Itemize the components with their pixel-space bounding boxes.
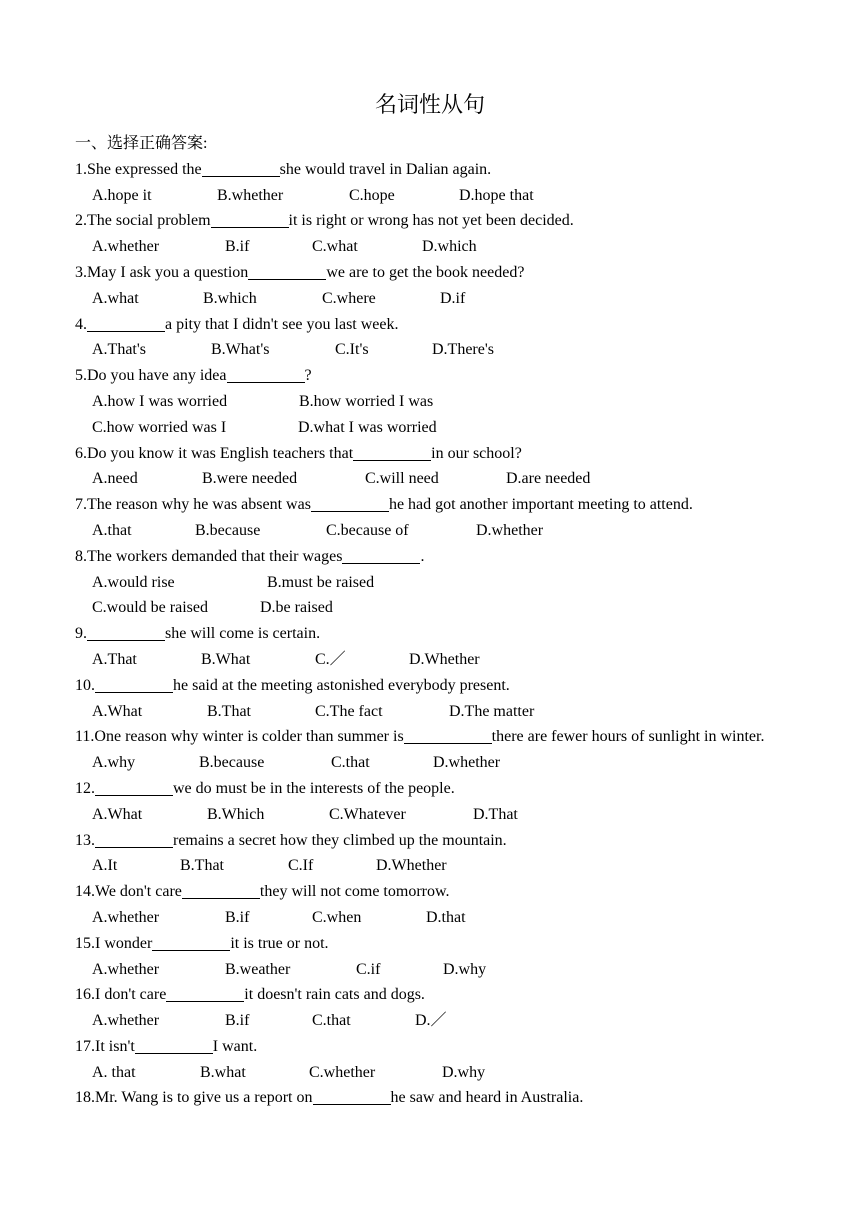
options-row xyxy=(75,802,783,828)
option: C.if xyxy=(356,960,381,978)
options-row xyxy=(75,905,783,931)
option: C.what xyxy=(312,238,358,256)
answer-blank xyxy=(166,985,244,1002)
question-prefix: 3.May I ask you a question xyxy=(75,263,249,281)
option: A.whether xyxy=(92,238,160,256)
option: B.which xyxy=(203,289,257,307)
question-suffix: we are to get the book needed? xyxy=(326,263,525,281)
answer-blank xyxy=(87,315,165,332)
answer-blank xyxy=(211,211,289,228)
question-suffix: there are fewer hours of sunlight in winter. xyxy=(491,728,765,746)
option: B.because xyxy=(195,521,261,539)
answer-blank xyxy=(135,1037,213,1054)
question-suffix: . xyxy=(420,547,425,565)
option: A. that xyxy=(92,1063,136,1081)
option: A.It xyxy=(92,857,118,875)
option: D.why xyxy=(443,960,487,978)
options-row xyxy=(75,647,783,673)
option: A.whether xyxy=(92,908,160,926)
question-prefix: 16.I don't care xyxy=(75,986,167,1004)
answer-blank xyxy=(95,831,173,848)
question-stem xyxy=(75,363,783,389)
options-row xyxy=(75,750,783,776)
answer-blank xyxy=(313,1088,391,1105)
question-prefix: 1.She expressed the xyxy=(75,160,202,178)
options-row xyxy=(75,699,783,725)
question-stem xyxy=(75,724,783,750)
question-stem xyxy=(75,260,783,286)
question-suffix: ? xyxy=(304,367,312,385)
question-suffix: I want. xyxy=(212,1037,258,1055)
page-title: 名词性从句 xyxy=(374,92,485,117)
answer-blank xyxy=(87,624,165,641)
question-stem xyxy=(75,879,783,905)
question-prefix: 18.Mr. Wang is to give us a report on xyxy=(75,1089,313,1107)
answer-blank xyxy=(95,779,173,796)
option: D.That xyxy=(473,805,518,823)
option: B.because xyxy=(199,754,265,772)
option: D.whether xyxy=(433,754,501,772)
option: D.The matter xyxy=(449,702,535,720)
question-suffix: it is true or not. xyxy=(230,934,329,952)
option: C.hope xyxy=(349,186,395,204)
options-row xyxy=(75,518,783,544)
option: B.what xyxy=(200,1063,246,1081)
question-prefix: 9. xyxy=(75,625,87,643)
answer-blank xyxy=(202,160,280,177)
option: A.what xyxy=(92,289,139,307)
option: A.how I was worried xyxy=(92,392,228,410)
question-suffix: he had got another important meeting to attend. xyxy=(388,496,693,514)
option: B.must be raised xyxy=(267,573,375,591)
option: D.Whether xyxy=(376,857,447,875)
option: B.if xyxy=(225,238,250,256)
question-stem xyxy=(75,1085,783,1111)
answer-blank xyxy=(311,495,389,512)
options-row xyxy=(75,466,783,492)
option: C.whether xyxy=(309,1063,376,1081)
option: C.that xyxy=(312,1012,351,1030)
option: A.whether xyxy=(92,960,160,978)
question-prefix: 13. xyxy=(75,831,95,849)
options-row xyxy=(75,415,783,441)
option: D.There's xyxy=(432,341,494,359)
option: A.That xyxy=(92,650,137,668)
question-prefix: 12. xyxy=(75,779,95,797)
question-prefix: 14.We don't care xyxy=(75,883,182,901)
option: B.That xyxy=(180,857,224,875)
option: A.whether xyxy=(92,1012,160,1030)
option: B.What's xyxy=(211,341,270,359)
option: D.which xyxy=(422,238,477,256)
option: B.whether xyxy=(217,186,284,204)
question-suffix: remains a secret how they climbed up the mountain. xyxy=(173,831,507,849)
question-stem xyxy=(75,621,783,647)
question-stem xyxy=(75,544,783,570)
option: C.／ xyxy=(315,650,346,668)
option: C.It's xyxy=(335,341,369,359)
option: D.what I was worried xyxy=(298,418,437,436)
options-row xyxy=(75,183,783,209)
option: C.that xyxy=(331,754,370,772)
option: A.What xyxy=(92,805,143,823)
options-row xyxy=(75,389,783,415)
question-suffix: she will come is certain. xyxy=(165,625,321,643)
option: B.weather xyxy=(225,960,291,978)
option: A.hope it xyxy=(92,186,152,204)
option: C.because of xyxy=(326,521,409,539)
options-row xyxy=(75,957,783,983)
question-stem xyxy=(75,1034,783,1060)
question-stem xyxy=(75,312,783,338)
question-list xyxy=(75,131,783,1111)
option: B.What xyxy=(201,650,251,668)
question-prefix: 15.I wonder xyxy=(75,934,153,952)
question-prefix: 11.One reason why winter is colder than summer is xyxy=(75,728,404,746)
question-suffix: she would travel in Dalian again. xyxy=(279,160,492,178)
option: D.if xyxy=(440,289,466,307)
option: C.The fact xyxy=(315,702,383,720)
answer-blank xyxy=(353,444,431,461)
option: C.would be raised xyxy=(92,599,208,617)
question-prefix: 2.The social problem xyxy=(75,212,211,230)
options-row xyxy=(75,853,783,879)
question-suffix: it doesn't rain cats and dogs. xyxy=(244,986,425,1004)
option: B.how worried I was xyxy=(299,392,434,410)
question-suffix: in our school? xyxy=(431,444,522,462)
question-prefix: 4. xyxy=(75,315,87,333)
question-prefix: 10. xyxy=(75,676,95,694)
question-stem xyxy=(75,673,783,699)
question-stem xyxy=(75,776,783,802)
option: B.That xyxy=(207,702,251,720)
options-row xyxy=(75,234,783,260)
option: C.will need xyxy=(365,470,439,488)
option: D.／ xyxy=(415,1012,447,1030)
question-stem xyxy=(75,208,783,234)
option: D.Whether xyxy=(409,650,480,668)
option: D.hope that xyxy=(459,186,534,204)
question-prefix: 6.Do you know it was English teachers that xyxy=(75,444,354,462)
answer-blank xyxy=(342,547,420,564)
question-prefix: 8.The workers demanded that their wages xyxy=(75,547,343,565)
option: D.be raised xyxy=(260,599,333,617)
answer-blank xyxy=(248,263,326,280)
question-prefix: 7.The reason why he was absent was xyxy=(75,496,311,514)
question-stem xyxy=(75,828,783,854)
option: D.that xyxy=(426,908,466,926)
options-row xyxy=(75,1008,783,1034)
option: C.where xyxy=(322,289,376,307)
option: C.If xyxy=(288,857,314,875)
options-row xyxy=(75,1060,783,1086)
option: B.Which xyxy=(207,805,265,823)
option: D.whether xyxy=(476,521,544,539)
question-stem xyxy=(75,982,783,1008)
option: A.would rise xyxy=(92,573,175,591)
question-stem xyxy=(75,931,783,957)
question-suffix: he said at the meeting astonished everybody present. xyxy=(173,676,510,694)
option: B.if xyxy=(225,908,250,926)
option: C.how worried was I xyxy=(92,418,227,436)
question-suffix: he saw and heard in Australia. xyxy=(390,1089,584,1107)
question-stem xyxy=(75,492,783,518)
question-suffix: we do must be in the interests of the people. xyxy=(173,779,455,797)
option: A.that xyxy=(92,521,132,539)
options-row xyxy=(75,570,783,596)
option: B.if xyxy=(225,1012,250,1030)
question-suffix: they will not come tomorrow. xyxy=(259,883,450,901)
options-row xyxy=(75,595,783,621)
section-heading: 一、选择正确答案: xyxy=(75,135,208,152)
option: C.Whatever xyxy=(329,805,406,823)
answer-blank xyxy=(152,934,230,951)
option: A.why xyxy=(92,754,136,772)
answer-blank xyxy=(227,366,305,383)
answer-blank xyxy=(182,882,260,899)
question-prefix: 5.Do you have any idea xyxy=(75,367,227,385)
options-row xyxy=(75,286,783,312)
option: D.why xyxy=(442,1063,486,1081)
option: B.were needed xyxy=(202,470,298,488)
question-prefix: 17.It isn't xyxy=(75,1037,135,1055)
answer-blank xyxy=(404,727,492,744)
option: C.when xyxy=(312,908,362,926)
option: D.are needed xyxy=(506,470,591,488)
question-suffix: a pity that I didn't see you last week. xyxy=(165,315,399,333)
option: A.What xyxy=(92,702,143,720)
answer-blank xyxy=(95,676,173,693)
options-row xyxy=(75,337,783,363)
questions-container xyxy=(75,157,783,1111)
option: A.That's xyxy=(92,341,146,359)
question-stem xyxy=(75,157,783,183)
option: A.need xyxy=(92,470,138,488)
question-stem xyxy=(75,441,783,467)
question-suffix: it is right or wrong has not yet been decided. xyxy=(288,212,574,230)
